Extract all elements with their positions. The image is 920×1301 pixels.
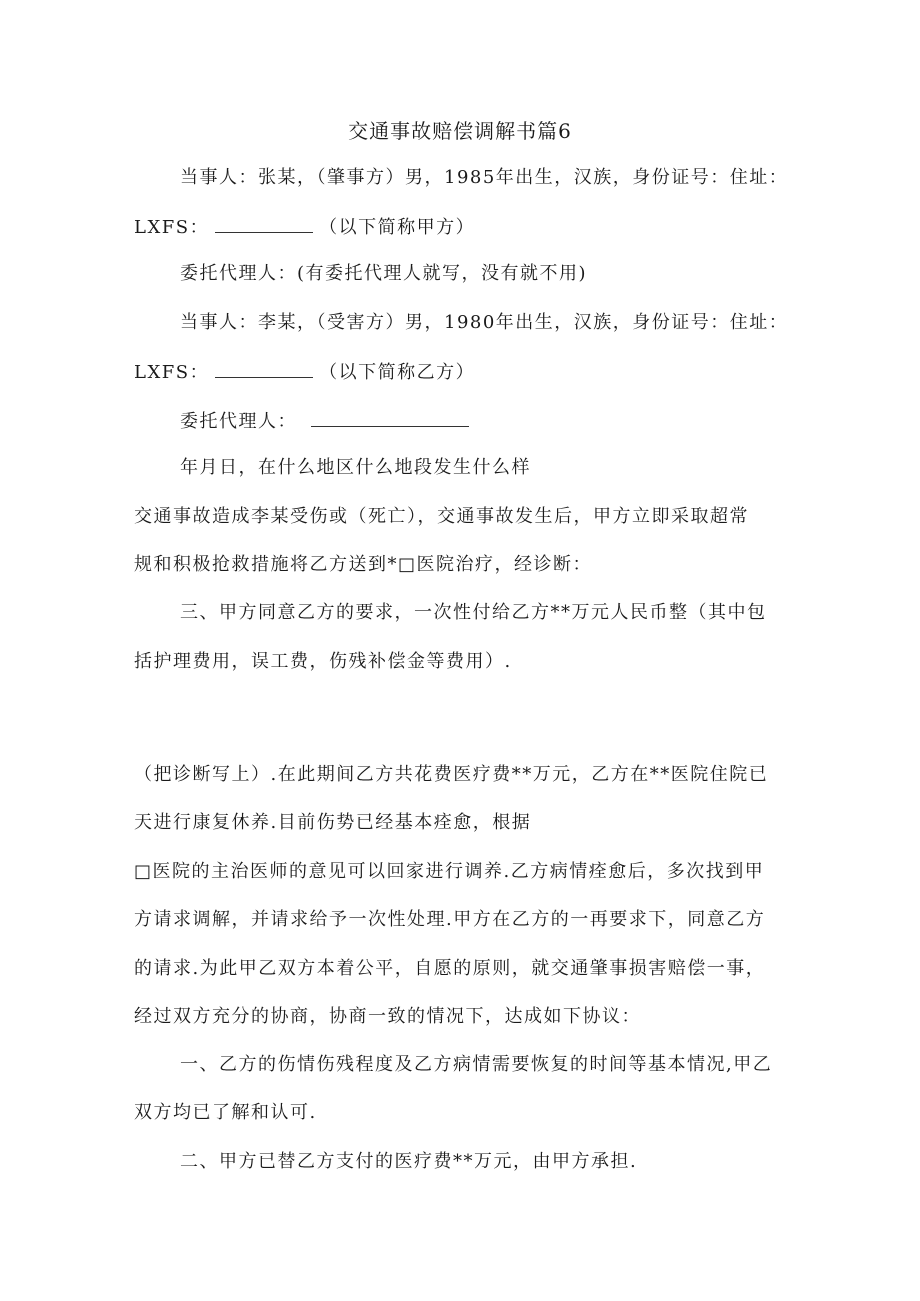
diagnosis-line-6: 经过双方充分的协商，协商一致的情况下，达成如下协议： bbox=[134, 1006, 641, 1027]
party-a-contact bbox=[134, 214, 475, 240]
party-b-contact bbox=[134, 359, 475, 385]
diagnosis-line-2: 天进行康复休养.目前伤势已经基本痊愈，根据 bbox=[134, 812, 532, 833]
accident-line-2: 交通事故造成李某受伤或（死亡），交通事故发生后，甲方立即采取超常 bbox=[134, 506, 749, 527]
party-b-lxfs-label: LXFS： bbox=[134, 362, 210, 383]
party-a-alias: （以下简称甲方） bbox=[319, 217, 476, 238]
party-b-agent bbox=[180, 408, 475, 434]
clause-three-line-1: 三、甲方同意乙方的要求，一次性付给乙方**万元人民币整（其中包 bbox=[180, 602, 767, 623]
accident-line-1: 年月日，在什么地区什么地段发生什么样 bbox=[180, 457, 531, 478]
clause-one-line-1: 一、乙方的伤情伤残程度及乙方病情需要恢复的时间等基本情况,甲乙 bbox=[180, 1054, 773, 1075]
party-b-agent-label: 委托代理人： bbox=[180, 411, 297, 432]
diagnosis-line-1: （把诊断写上）.在此期间乙方共花费医疗费**万元，乙方在**医院住院已 bbox=[134, 764, 769, 785]
party-b-alias: （以下简称乙方） bbox=[319, 362, 476, 383]
party-a-info: 当事人：张某，（肇事方）男，1985年出生，汉族，身份证号：住址： bbox=[180, 167, 789, 188]
party-a-contact-blank bbox=[215, 214, 313, 233]
party-b-info: 当事人：李某，（受害方）男，1980年出生，汉族，身份证号：住址： bbox=[180, 312, 789, 333]
diagnosis-line-4: 方请求调解，并请求给予一次性处理.甲方在乙方的一再要求下，同意乙方 bbox=[134, 909, 766, 930]
diagnosis-line-5: 的请求.为此甲乙双方本着公平，自愿的原则，就交通肇事损害赔偿一事， bbox=[134, 958, 766, 979]
clause-two-line-1: 二、甲方已替乙方支付的医疗费**万元，由甲方承担. bbox=[180, 1151, 638, 1172]
clause-three-line-2: 括护理费用，误工费，伤残补偿金等费用）. bbox=[134, 651, 512, 672]
document-title: 交通事故赔偿调解书篇6 bbox=[348, 119, 572, 143]
party-a-lxfs-label: LXFS： bbox=[134, 217, 210, 238]
party-a-agent: 委托代理人：(有委托代理人就写，没有就不用) bbox=[180, 263, 588, 284]
party-b-contact-blank bbox=[215, 359, 313, 378]
clause-one-line-2: 双方均已了解和认可. bbox=[134, 1102, 317, 1123]
diagnosis-line-3: □医院的主治医师的意见可以回家进行调养.乙方病情痊愈后，多次找到甲 bbox=[134, 861, 765, 882]
party-b-agent-blank bbox=[311, 408, 469, 427]
accident-line-3: 规和积极抢救措施将乙方送到*□医院治疗，经诊断： bbox=[134, 554, 593, 575]
